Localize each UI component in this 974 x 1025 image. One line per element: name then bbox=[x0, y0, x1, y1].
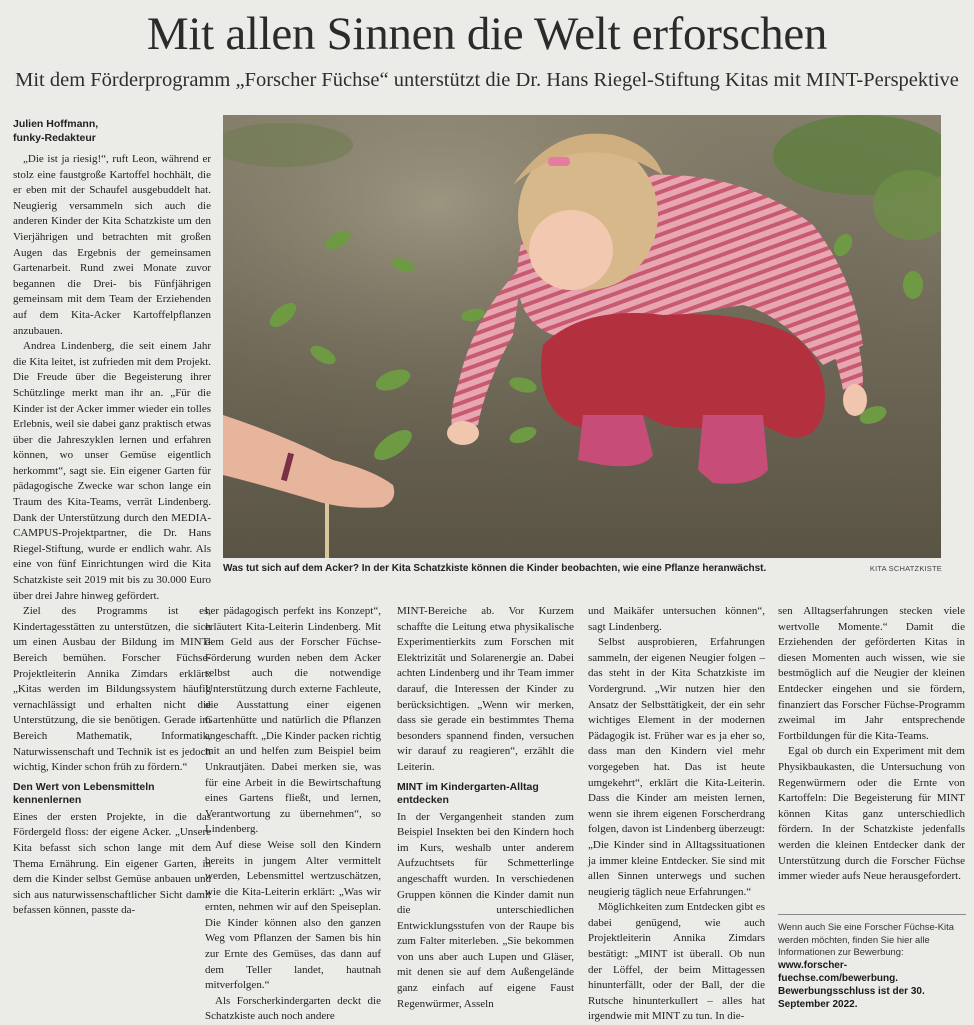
article-column-2 bbox=[205, 604, 381, 1025]
subheading: Den Wert von Lebensmitteln kennenlernen bbox=[13, 780, 155, 807]
subheading: MINT im Kindergarten-Alltag entdecken bbox=[397, 780, 539, 807]
paragraph: Egal ob durch ein Experiment mit dem Physikbaukasten, die Untersuchung von Regenwürmern oder die Ernte von Kartoffeln: Die Begeisterung für MINT können Kitas ganz unterschiedlich fördern. In der Schatzkiste jedenfalls werden die kleinen Entdecker dank der Unterstützung durch die Forscher Füchse immer wieder aufs Neue herausgefordert. bbox=[778, 745, 965, 883]
paragraph: sen Alltagserfahrungen stecken viele wertvolle Momente.“ Damit die Erziehenden der geförderten Kitas in diesen Momenten auch wissen, wie sie bestmöglich auf die Neugier der kleinen Entdecker eingehen und sie fördern, finanziert das Forscher Füchse-Programm zweimal im Jahr entsprechende Fortbildungen für die Kita-Teams. bbox=[778, 605, 965, 742]
paragraph: Möglichkeiten zum Entdecken gibt es dabei genügend, wie auch Projektleiterin Annika Zimdars bestätigt: „MINT ist überall. Ob nun der Löffel, der beim Mittagessen hinunterfällt, oder der Ball, der die Rutsche hinunterkullert – alles hat irgendwie mit MINT zu tun. In die- bbox=[588, 901, 765, 1023]
photo-child-gardening bbox=[223, 115, 941, 558]
headline: Mit allen Sinnen die Welt erforschen bbox=[146, 8, 828, 60]
paragraph: Eines der ersten Projekte, in die das Fördergeld floss: der eigene Acker. „Unsere Kita befasst sich schon lange mit dem Thema Ernährung. Ein eigener Garten, in dem die Kinder selbst Gemüse anbauen und sich aus naturwissenschaftlicher Sicht damit befassen können, passte da- bbox=[13, 810, 211, 917]
author-byline bbox=[13, 117, 213, 145]
paragraph: Ziel des Programms ist es, Kindertagesstätten zu unterstützen, die sich um einen Ausbau der Bildung im MINT-Bereich bemühen. Forscher Füchse-Projektleiterin Annika Zimdars erklärt: „Kitas werden im Bildungssystem häufig vernachlässigt und erhalten nicht die Unterstützung, die sie benötigen. Gerade im Bereich Mathematik, Informatik, Naturwissenschaft und Technik ist es jedoch wichtig, Kinder schon früh zu fördern.“ bbox=[13, 605, 211, 774]
paragraph: Andrea Lindenberg, die seit einem Jahr die Kita leitet, ist zufrieden mit dem Projekt. Die Freude über die Begeisterung ihrer Schützlinge merkt man ihr an. „Für die Kinder ist der Acker immer wieder ein tolles Erlebnis, weil sie dabei ganz praktisch etwas über die Jahreszyklen lernen und erfahren können, wo unser Gemüse eigentlich herkommt“, sagt sie. Ein eigener Garten für pädagogische Zwecke war schon lange ein Traum des Kita-Teams, verrät Lindenberg. Dank der Unterstützung durch den MEDIA-CAMPUS-Projektpartner, die Dr. Hans Riegel-Stiftung, wurde er endlich wahr. Als eine von fünf Einrichtungen wird die Kita Schatzkiste seit 2019 mit bis zu 30.000 Euro über drei Jahre hinweg gefördert. bbox=[13, 340, 211, 602]
article-column-4 bbox=[588, 604, 765, 1025]
paragraph: In der Vergangenheit standen zum Beispiel Insekten bei den Kindern hoch im Kurs, weshalb unter anderem Aufzuchtsets für Schmetterlinge angeschafft wurden. In verschiedenen Gruppen können die Kinder damit nun die unterschiedlichen Entwicklungsstufen von der Raupe bis zum Falter miterleben. „Sie bekommen von uns aber auch Lupen und Gläser, mit denen sie auf dem Außengelände ganz einfach auf eigene Faust Regenwürmer, Asseln bbox=[397, 810, 574, 1010]
article-column-5 bbox=[778, 604, 965, 885]
infobox-text: Wenn auch Sie eine Forscher Füchse-Kita werden möchten, finden Sie hier alle Informationen zur Bewerbung: bbox=[778, 921, 954, 958]
paragraph: MINT-Bereiche ab. Vor Kurzem schaffte die Leitung etwa physikalische Experimentierkits zum Forschen mit Elektrizität und Solarenergie an. Dabei achten Lindenberg und ihr Team immer darauf, die Interessen der Kinder zu berücksichtigen. „Wenn wir merken, dass sie gerade ein bestimmtes Thema besonders spannend finden, versuchen wir darauf zu reagieren“, erzählt die Leiterin. bbox=[397, 605, 574, 773]
paragraph: Selbst ausprobieren, Erfahrungen sammeln, der eigenen Neugier folgen – das steht in der Kita Schatzkiste im Vordergrund. „Wir nutzen hier den Ansatz der Selbsttätigkeit, der ein sehr wichtiges Element in der modernen Pädagogik ist. Früher war es ja eher so, dass man den Kindern viel mehr vorgegeben hat. Das ist heute umgekehrt“, erklärt die Kita-Leiterin. Dass die Kinder am meisten lernen, wenn sie ihrem eigenen Forscherdrang folgen, davon ist Lindenberg überzeugt: „Die Kinder sind in Alltagssituationen ja immer kleine Entdecker. Sie sind mit allen Sinnen unterwegs und suchen neugierig täglich neue Erfahrungen.“ bbox=[588, 636, 765, 898]
article-column-1 bbox=[13, 152, 211, 919]
subheadline: Mit dem Förderprogramm „Forscher Füchse“ unterstützt die Dr. Hans Riegel-Stiftung Kitas mit MINT-Perspektive bbox=[15, 69, 959, 91]
paragraph: Auf diese Weise soll den Kindern bereits in jungem Alter vermittelt werden, Lebensmittel wertzuschätzen, wie die Kita-Leiterin erklärt: „Was wir ernten, nehmen wir auf den Speiseplan. Die Kinder können also den ganzen Weg vom Pflanzen der Samen bis hin zur Ernte des Gemüses, das dann auf dem Teller landet, hautnah mitverfolgen.“ bbox=[205, 838, 381, 992]
paragraph: her pädagogisch perfekt ins Konzept“, erläutert Kita-Leiterin Lindenberg. Mit dem Geld aus der Forscher Füchse-Förderung wurden neben dem Acker selbst auch die notwendige Unterstützung durch externe Fachleute, die Ausstattung einer eigenen Gartenhütte und natürlich die Pflanzen angeschafft. „Die Kinder packen richtig mit an und helfen zum Beispiel beim Unkrautjäten. Dabei merken sie, was für eine Arbeit in die Bewirtschaftung eines Gartens fließt, und lernen, Verantwortung zu übernehmen“, so Lindenberg. bbox=[205, 605, 381, 836]
infobox-divider bbox=[778, 914, 966, 915]
photo-caption: Was tut sich auf dem Acker? In der Kita Schatzkiste können die Kinder beobachten, wie eine Pflanze heranwächst. bbox=[223, 563, 767, 574]
infobox-link[interactable]: www.forscher-fuechse.com/bewerbung. Bewerbungsschluss ist der 30. September 2022. bbox=[778, 959, 925, 1010]
paragraph: und Maikäfer untersuchen können“, sagt Lindenberg. bbox=[588, 605, 765, 633]
application-infobox bbox=[778, 921, 966, 1011]
paragraph: „Die ist ja riesig!“, ruft Leon, während er stolz eine faustgroße Kartoffel hochhält, die er eben mit der Schaufel ausgebuddelt hat. Neugierig versammeln sich auch die anderen Kinder der Kita Schatzkiste um den Vierjährigen und betrachten mit großen Augen das Ergebnis der gemeinsamen Gartenarbeit. Rund zwei Monate zuvor begannen die Drei- bis Fünfjährigen gemeinsam mit dem Team der Erziehenden auf dem Kita-Acker Kartoffelpflanzen anzubauen. bbox=[13, 153, 211, 337]
article-column-3 bbox=[397, 604, 574, 1012]
paragraph: Als Forscherkindergarten deckt die Schatzkiste auch noch andere bbox=[205, 994, 381, 1023]
article-photo bbox=[223, 115, 941, 558]
author-name: Julien Hoffmann, bbox=[13, 118, 99, 130]
photo-credit: KITA SCHATZKISTE bbox=[869, 564, 942, 573]
author-role: funky-Redakteur bbox=[13, 132, 96, 144]
